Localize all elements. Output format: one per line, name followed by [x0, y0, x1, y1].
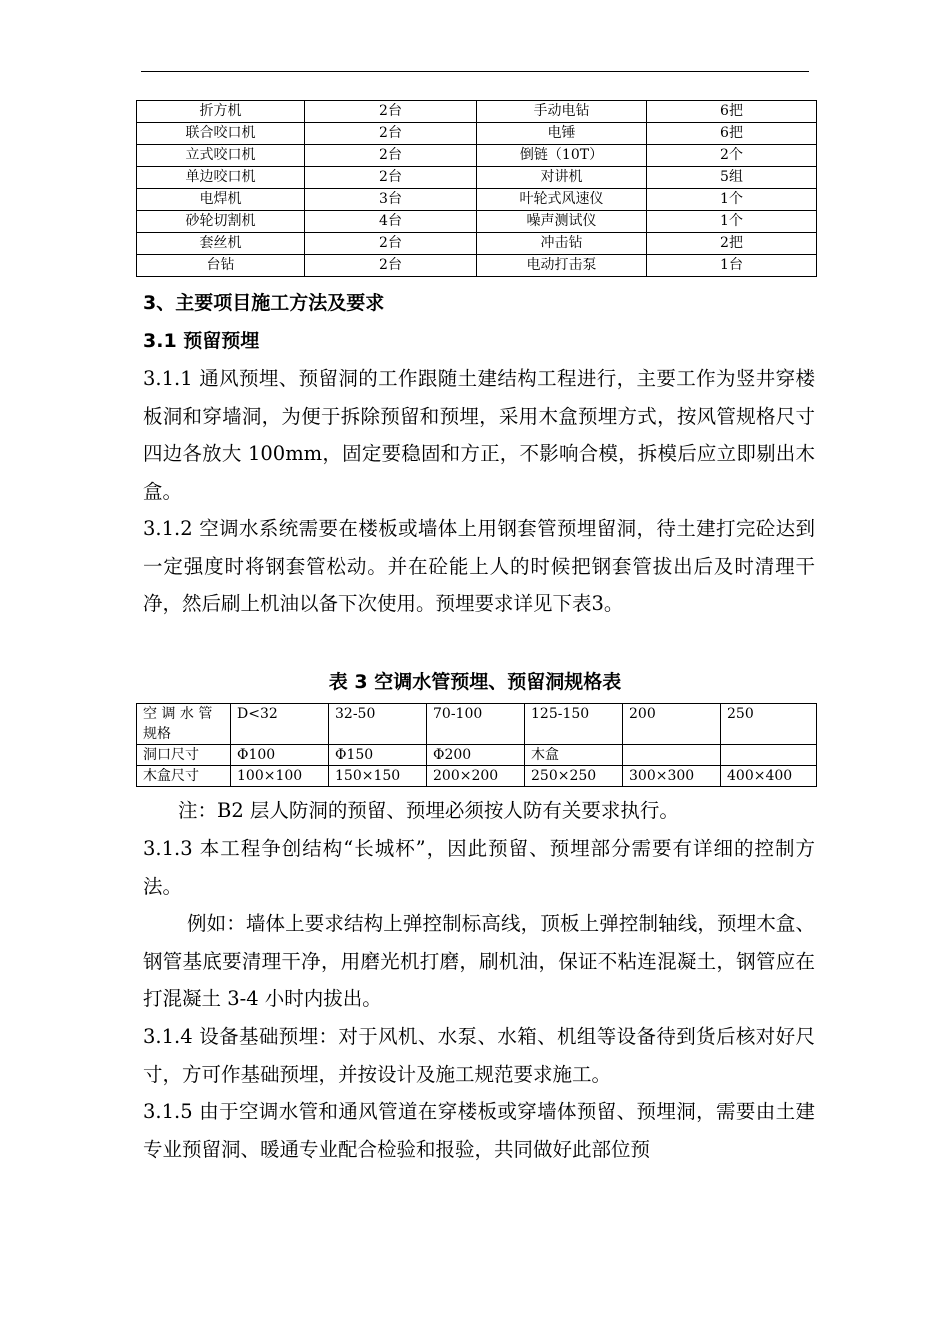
table-cell: 2台 — [305, 123, 477, 145]
table-cell: 倒链（10T） — [477, 145, 647, 167]
table-cell: 3台 — [305, 189, 477, 211]
table-cell: 250×250 — [525, 766, 623, 787]
table-cell: 300×300 — [623, 766, 721, 787]
table-cell: 2台 — [305, 233, 477, 255]
spec-table — [136, 703, 817, 787]
table-cell: 空 调 水 管 规格 — [137, 704, 231, 745]
table-cell: 1台 — [647, 255, 817, 277]
table-cell: 2台 — [305, 167, 477, 189]
paragraph-3-1-3: 3.1.3 本工程争创结构“长城杯”，因此预留、预埋部分需要有详细的控制方法。 — [143, 837, 815, 898]
header-rule — [141, 71, 809, 72]
table-row — [137, 145, 817, 167]
table-cell — [623, 745, 721, 766]
paragraph-example: 例如：墙体上要求结构上弹控制标高线，顶板上弹控制轴线，预埋木盒、钢管基底要清理干净，用磨光机打磨，刷机油，保证不粘连混凝土，钢管应在打混凝土 3-4 小时内拔出。 — [143, 912, 815, 1010]
table-cell: 砂轮切割机 — [137, 211, 305, 233]
table-cell: 电动打击泵 — [477, 255, 647, 277]
table-cell: 噪声测试仪 — [477, 211, 647, 233]
table-cell: 2把 — [647, 233, 817, 255]
table-cell: 6把 — [647, 123, 817, 145]
table-cell: 125-150 — [525, 704, 623, 745]
table-cell: 32-50 — [329, 704, 427, 745]
table-cell: 100×100 — [231, 766, 329, 787]
table-row — [137, 101, 817, 123]
table-row — [137, 704, 817, 745]
subsection-heading: 3.1 预留预埋 — [143, 330, 260, 352]
table-cell: 1个 — [647, 211, 817, 233]
table-row — [137, 745, 817, 766]
table-cell: 电焊机 — [137, 189, 305, 211]
table-cell: 2台 — [305, 255, 477, 277]
section-heading: 3、主要项目施工方法及要求 — [143, 292, 385, 314]
table-row — [137, 766, 817, 787]
table-cell: 折方机 — [137, 101, 305, 123]
note: 注：B2 层人防洞的预留、预埋必须按人防有关要求执行。 — [178, 799, 679, 822]
table-cell: 200 — [623, 704, 721, 745]
table-cell: 台钻 — [137, 255, 305, 277]
table-cell: 木盒尺寸 — [137, 766, 231, 787]
table-row — [137, 211, 817, 233]
table-cell: 2台 — [305, 145, 477, 167]
table-cell: 冲击钻 — [477, 233, 647, 255]
table-row — [137, 167, 817, 189]
table-cell: 叶轮式风速仪 — [477, 189, 647, 211]
table-cell: 6把 — [647, 101, 817, 123]
table-cell: 洞口尺寸 — [137, 745, 231, 766]
table-row — [137, 189, 817, 211]
table-cell: 2个 — [647, 145, 817, 167]
table-row — [137, 233, 817, 255]
paragraph-3-1-4: 3.1.4 设备基础预埋：对于风机、水泵、水箱、机组等设备待到货后核对好尺寸，方可作基础预埋，并按设计及施工规范要求施工。 — [143, 1025, 815, 1086]
table-cell: 250 — [721, 704, 817, 745]
table-cell: D<32 — [231, 704, 329, 745]
paragraph-3-1-5: 3.1.5 由于空调水管和通风管道在穿楼板或穿墙体预留、预埋洞，需要由土建专业预留洞、暖通专业配合检验和报验，共同做好此部位预 — [143, 1100, 815, 1161]
table-cell — [721, 745, 817, 766]
table-cell: 手动电钻 — [477, 101, 647, 123]
paragraph-3-1-1: 3.1.1 通风预埋、预留洞的工作跟随土建结构工程进行，主要工作为竖井穿楼板洞和穿墙洞，为便于拆除预留和预埋，采用木盒预埋方式，按风管规格尺寸四边各放大 100mm，固定要稳固和方正，不影响合模，拆模后应立即剔出木盒。 — [143, 367, 815, 503]
equipment-table — [136, 100, 817, 277]
table-cell: 木盒 — [525, 745, 623, 766]
table-cell: 套丝机 — [137, 233, 305, 255]
table-cell: 1个 — [647, 189, 817, 211]
table-cell: 5组 — [647, 167, 817, 189]
table-cell: 150×150 — [329, 766, 427, 787]
table-cell: 电锤 — [477, 123, 647, 145]
table-cell: 2台 — [305, 101, 477, 123]
table-cell: 联合咬口机 — [137, 123, 305, 145]
table-cell: 200×200 — [427, 766, 525, 787]
table-cell: 对讲机 — [477, 167, 647, 189]
table-cell: Φ200 — [427, 745, 525, 766]
table-cell: 单边咬口机 — [137, 167, 305, 189]
table-cell: Φ150 — [329, 745, 427, 766]
table-row — [137, 123, 817, 145]
table-cell: 400×400 — [721, 766, 817, 787]
table-cell: 70-100 — [427, 704, 525, 745]
table3-caption: 表 3 空调水管预埋、预留洞规格表 — [328, 671, 622, 693]
table-cell: Φ100 — [231, 745, 329, 766]
table-row — [137, 255, 817, 277]
table-cell: 立式咬口机 — [137, 145, 305, 167]
table-cell: 4台 — [305, 211, 477, 233]
paragraph-3-1-2: 3.1.2 空调水系统需要在楼板或墙体上用钢套管预埋留洞，待土建打完砼达到一定强度时将钢套管松动。并在砼能上人的时候把钢套管拔出后及时清理干净，然后刷上机油以备下次使用。预埋要求详见下表3。 — [143, 517, 815, 615]
